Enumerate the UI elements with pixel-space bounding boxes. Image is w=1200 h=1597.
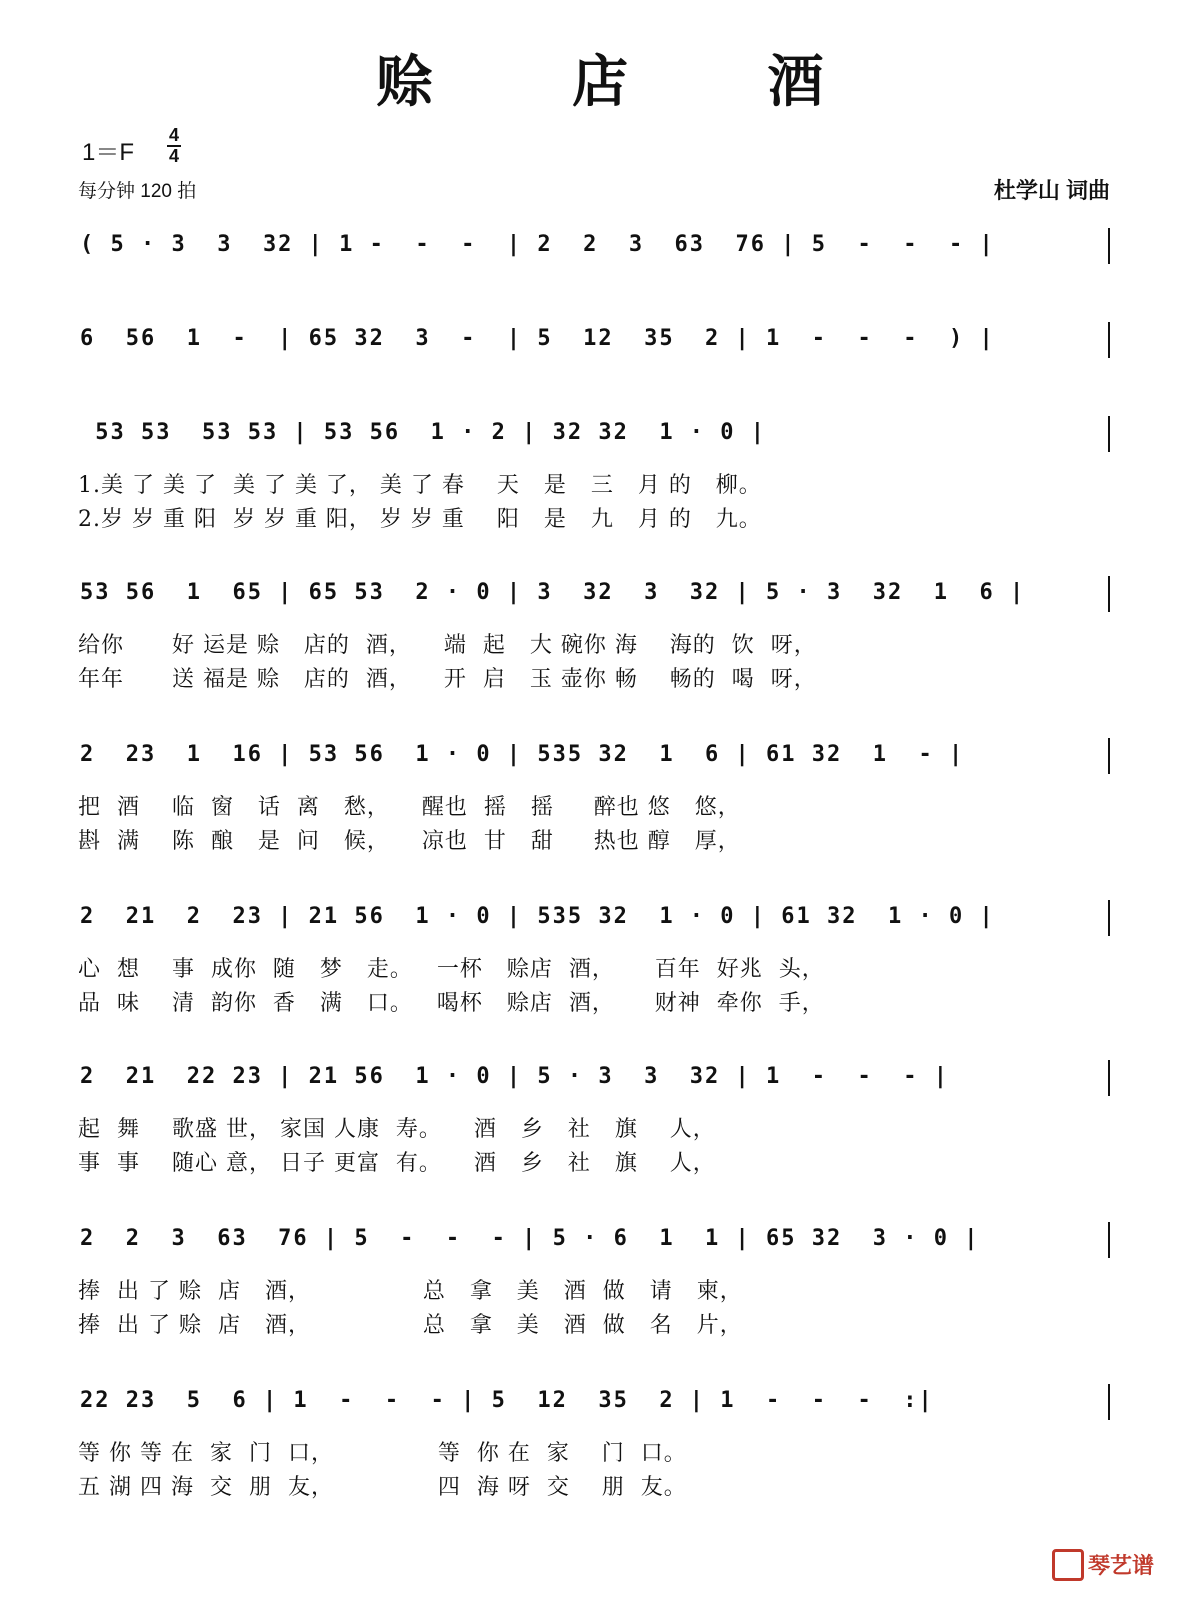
- barline: [1108, 1222, 1110, 1258]
- notation-line: [80, 1064, 1120, 1104]
- barline: [1108, 576, 1110, 612]
- notation-text: 2 23 1 16 | 53 56 1 · 0 | 535 32 1 6 | 61 32 1 - |: [80, 742, 965, 767]
- notation-line: [80, 904, 1120, 944]
- composer-credit: 杜学山 词曲: [993, 178, 1110, 203]
- lyric-line: 心 想 事 成你 随 梦 走。 一杯 赊店 酒， 百年 好兆 头，: [78, 957, 825, 982]
- lyric-line: 把 酒 临 窗 话 离 愁， 醒也 摇 摇 醉也 悠 悠，: [78, 795, 741, 820]
- watermark-logo: [1052, 1549, 1154, 1583]
- lyric-line: 起 舞 歌盛 世， 家国 人康 寿。 酒 乡 社 旗 人，: [78, 1117, 716, 1142]
- barline: [1108, 1060, 1110, 1096]
- lyric-line: 品 味 清 韵你 香 满 口。 喝杯 赊店 酒， 财神 牵你 手，: [78, 991, 825, 1016]
- barline: [1108, 322, 1110, 358]
- lyric-line: 年年 送 福是 赊 店的 酒， 开 启 玉 壶你 畅 畅的 喝 呀，: [78, 667, 817, 692]
- notation-line: [80, 420, 1120, 460]
- lyric-line: 给你 好 运是 赊 店的 酒， 端 起 大 碗你 海 海的 饮 呀，: [78, 633, 817, 658]
- notation-line: [80, 1388, 1120, 1428]
- lyric-line: 2.岁 岁 重 阳 岁 岁 重 阳， 岁 岁 重 阳 是 九 月 的 九。: [78, 507, 762, 532]
- time-sig-top: 4: [168, 125, 179, 145]
- barline: [1108, 900, 1110, 936]
- lyric-line: 1.美 了 美 了 美 了 美 了， 美 了 春 天 是 三 月 的 柳。: [78, 473, 762, 498]
- lyric-line: 捧 出 了 赊 店 酒， 总 拿 美 酒 做 名 片，: [78, 1313, 743, 1338]
- notation-text: 53 56 1 65 | 65 53 2 · 0 | 3 32 3 32 | 5 · 3 32 1 6 |: [80, 580, 1026, 605]
- notation-text: 2 2 3 63 76 | 5 - - - | 5 · 6 1 1 | 65 32 3 · 0 |: [80, 1226, 980, 1251]
- lyric-line: 事 事 随心 意， 日子 更富 有。 酒 乡 社 旗 人，: [78, 1151, 716, 1176]
- barline: [1108, 416, 1110, 452]
- notation-text: 2 21 2 23 | 21 56 1 · 0 | 535 32 1 · 0 | 61 32 1 · 0 |: [80, 904, 995, 929]
- song-title: 赊 店 酒: [376, 49, 884, 115]
- time-signature: [166, 126, 182, 166]
- notation-text: ( 5 · 3 3 32 | 1 - - - | 2 2 3 63 76 | 5 - - - |: [80, 232, 995, 257]
- key-signature: 1＝F: [82, 139, 135, 166]
- notation-line: [80, 326, 1120, 366]
- barline: [1108, 738, 1110, 774]
- notation-line: [80, 1226, 1120, 1266]
- barline: [1108, 228, 1110, 264]
- lyric-line: 斟 满 陈 酿 是 问 候， 凉也 甘 甜 热也 醇 厚，: [78, 829, 741, 854]
- notation-line: [80, 580, 1120, 620]
- time-sig-bottom: 4: [168, 146, 179, 166]
- tempo-marking: 每分钟 120 拍: [78, 181, 197, 202]
- notation-line: [80, 742, 1120, 782]
- notation-text: 2 21 22 23 | 21 56 1 · 0 | 5 · 3 3 32 | 1 - - - |: [80, 1064, 949, 1089]
- notation-text: 53 53 53 53 | 53 56 1 · 2 | 32 32 1 · 0 |: [80, 420, 767, 445]
- logo-icon: [1052, 1549, 1084, 1581]
- watermark-text: 琴艺谱: [1087, 1554, 1154, 1579]
- lyric-line: 五 湖 四 海 交 朋 友， 四 海 呀 交 朋 友。: [78, 1475, 687, 1500]
- lyric-line: 等 你 等 在 家 门 口， 等 你 在 家 门 口。: [78, 1441, 687, 1466]
- barline: [1108, 1384, 1110, 1420]
- notation-line: [80, 232, 1120, 272]
- notation-text: 6 56 1 - | 65 32 3 - | 5 12 35 2 | 1 - - - ) |: [80, 326, 995, 351]
- notation-text: 22 23 5 6 | 1 - - - | 5 12 35 2 | 1 - - - :|: [80, 1388, 934, 1413]
- lyric-line: 捧 出 了 赊 店 酒， 总 拿 美 酒 做 请 柬，: [78, 1279, 743, 1304]
